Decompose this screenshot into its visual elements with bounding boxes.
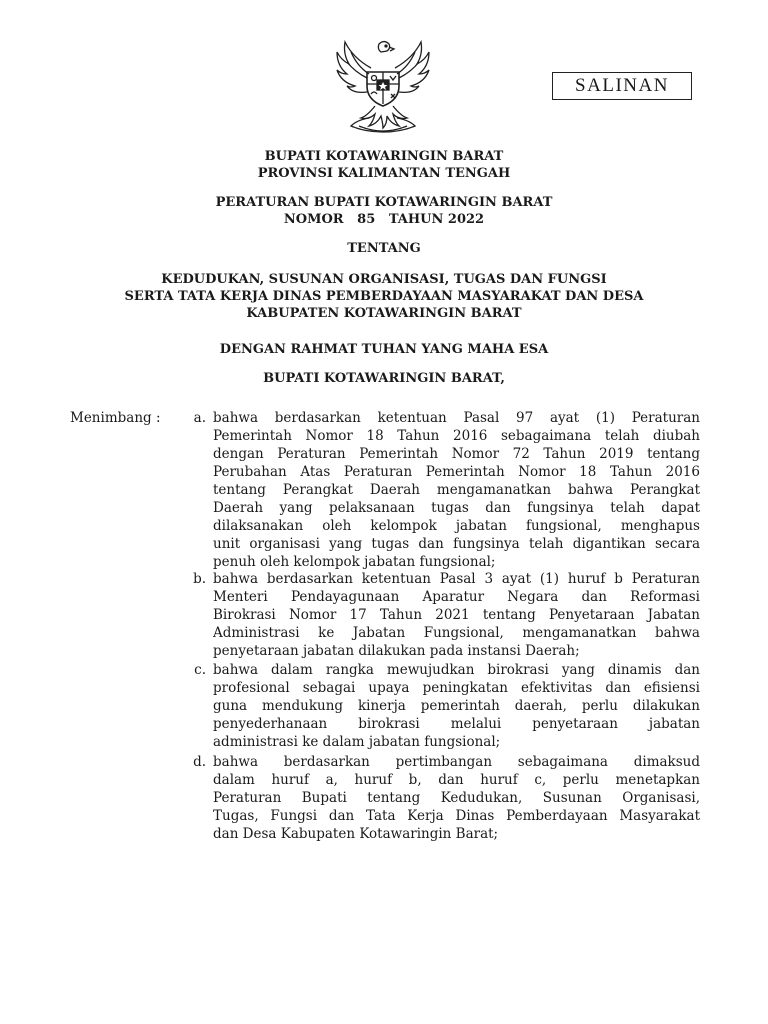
item-letter: c. (194, 662, 206, 678)
text-line: bahwa berdasarkan ketentuan Pasal 3 ayat (1) huruf b Peraturan (213, 571, 700, 587)
text-line: penyederhanaan birokrasi melalui penyetaraan jabatan (213, 716, 700, 732)
text-line: Perubahan Atas Peraturan Pemerintah Nomor 18 Tahun 2016 (213, 464, 700, 480)
text-line: Pemerintah Nomor 18 Tahun 2016 sebagaimana telah diubah (213, 428, 700, 444)
text-line: Tugas, Fungsi dan Tata Kerja Dinas Pemberdayaan Masyarakat (213, 808, 700, 824)
text-line: dalam huruf a, huruf b, dan huruf c, perlu menetapkan (213, 772, 700, 788)
about-heading: TENTANG (347, 241, 421, 256)
text-line: Birokrasi Nomor 17 Tahun 2021 tentang Penyetaraan Jabatan (213, 607, 700, 623)
text-line: Menteri Pendayagunaan Aparatur Negara dan Reformasi (213, 589, 700, 605)
item-text (213, 409, 700, 571)
text-line: bahwa berdasarkan ketentuan Pasal 97 ayat (1) Peraturan (213, 410, 700, 426)
text-line: tentang Perangkat Daerah mengamanatkan bahwa Perangkat (213, 482, 700, 498)
official-heading: BUPATI KOTAWARINGIN BARAT, (263, 371, 505, 386)
text-line: Peraturan Bupati tentang Kedudukan, Susunan Organisasi, (213, 790, 700, 806)
text-line: dengan Peraturan Pemerintah Nomor 72 Tahun 2019 tentang (213, 446, 700, 462)
subject-line: KEDUDUKAN, SUSUNAN ORGANISASI, TUGAS DAN FUNGSI (161, 272, 607, 287)
text-line: Administrasi ke Jabatan Fungsional, mengamanatkan bahwa (213, 625, 700, 641)
subject-line: KABUPATEN KOTAWARINGIN BARAT (246, 306, 522, 321)
regulation-title: PERATURAN BUPATI KOTAWARINGIN BARAT (215, 195, 553, 210)
text-line: dilaksanakan oleh kelompok jabatan fungsional, menghapus (213, 518, 700, 534)
garuda-emblem-icon (329, 38, 437, 142)
item-letter: a. (193, 410, 206, 426)
copy-stamp: SALINAN (552, 72, 692, 100)
text-line: bahwa berdasarkan pertimbangan sebagaimana dimaksud (213, 754, 700, 770)
subject-heading (60, 271, 708, 322)
regulation-number: NOMOR 85 TAHUN 2022 (283, 212, 485, 227)
invocation-heading: DENGAN RAHMAT TUHAN YANG MAHA ESA (219, 342, 549, 357)
text-line: guna mendukung kinerja pemerintah daerah, perlu dilakukan (213, 698, 700, 714)
text-line: profesional sebagai upaya peningkatan efektivitas dan efisiensi (213, 680, 700, 696)
text-line: penyetaraan jabatan dilakukan pada instansi Daerah; (213, 643, 580, 659)
item-letter: d. (193, 754, 206, 770)
item-text (213, 570, 700, 660)
text-line: unit organisasi yang tugas dan fungsinya telah digantikan secara (213, 536, 700, 552)
text-line: penuh oleh kelompok jabatan fungsional; (213, 554, 496, 570)
text-line: administrasi ke dalam jabatan fungsional; (213, 734, 501, 750)
text-line: dan Desa Kabupaten Kotawaringin Barat; (213, 826, 499, 842)
regulation-heading (60, 194, 708, 228)
subject-line: SERTA TATA KERJA DINAS PEMBERDAYAAN MASYARAKAT DAN DESA (124, 289, 644, 304)
item-letter: b. (193, 571, 206, 587)
text-line: Daerah yang pelaksanaan tugas dan fungsinya telah dapat (213, 500, 700, 516)
item-text (213, 753, 700, 843)
considering-label: Menimbang : (70, 410, 161, 426)
item-text (213, 661, 700, 751)
authority-line: BUPATI KOTAWARINGIN BARAT (264, 149, 504, 164)
text-line: bahwa dalam rangka mewujudkan birokrasi yang dinamis dan (213, 662, 700, 678)
authority-line: PROVINSI KALIMANTAN TENGAH (257, 166, 511, 181)
authority-heading (60, 148, 708, 182)
